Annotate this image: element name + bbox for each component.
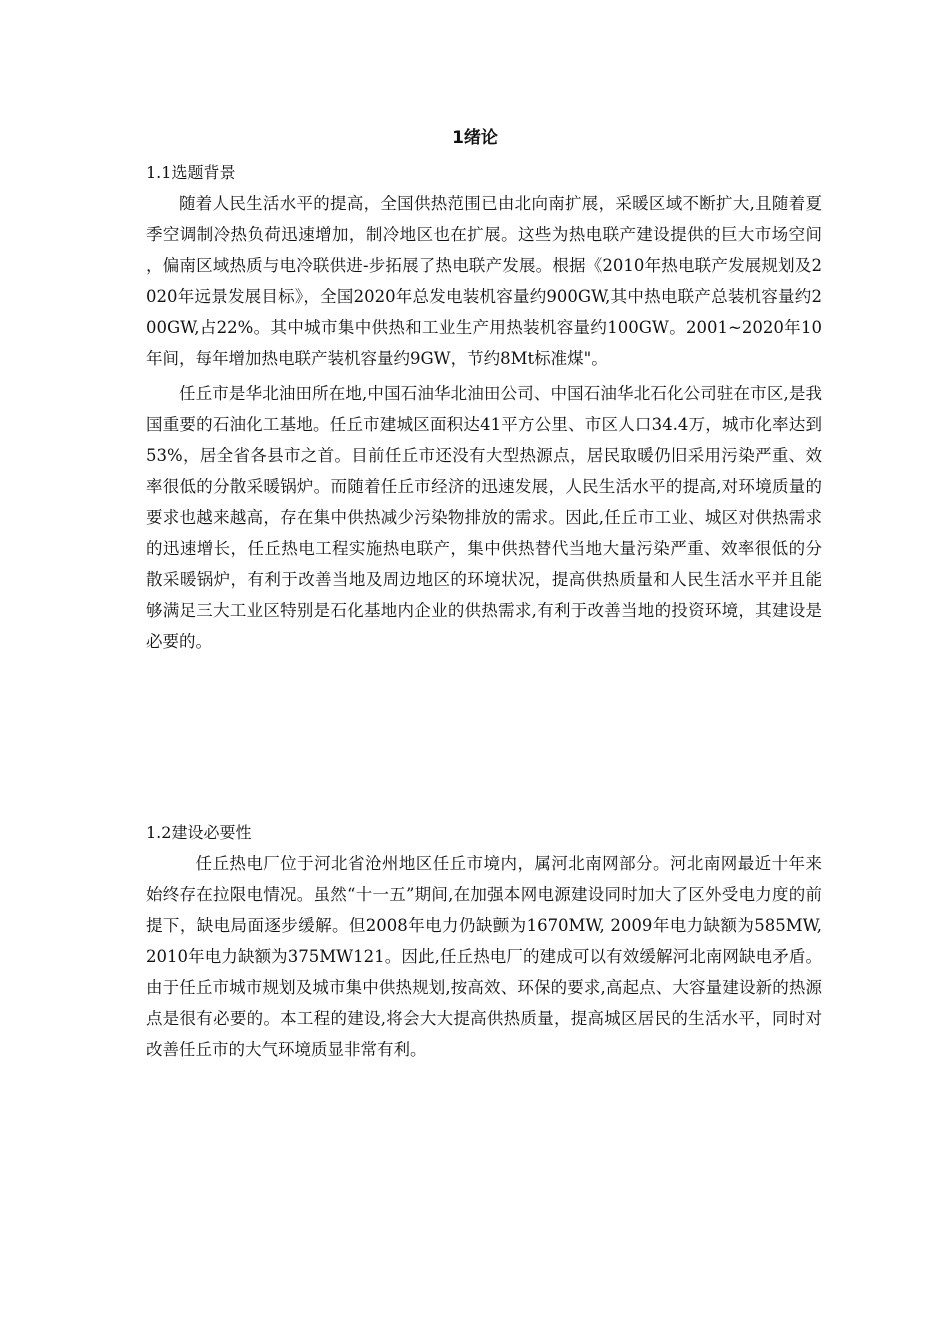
- paragraph-background-1: 随着人民生活水平的提高，全国供热范围已由北向南扩展，采暖区域不断扩大,且随着夏季空调制冷热负荷迅速增加，制冷地区也在扩展。这些为热电联产建设提供的巨大市场空间，偏南区域热质与电冷联供进-步拓展了热电联产发展。根据《2010年热电联产发展规划及2020年远景发展目标》，全国2020年总发电装机容量约900GW,其中热电联产总装机容量约200GW,占22%。其中城市集中供热和工业生产用热装机容量约100GW。2001~2020年10年间，每年增加热电联产装机容量约9GW，节约8Mt标准煤"。: [146, 194, 822, 368]
- paragraph-necessity-1: 任丘热电厂位于河北省沧州地区任丘市境内，属河北南网部分。河北南网最近十年来始终存在拉限电情况。虽然“十一五”期间,在加强本网电源建设同时加大了区外受电力度的前提下，缺电局面逐步缓解。但2008年电力仍缺颤为1670MW, 2009年电力缺额为585MW, 2010年电力缺额为375MW121。因此,任丘热电厂的建成可以有效缓解河北南网缺电矛盾。由于任丘市城市规划及城市集中供热规划,按高效、环保的要求,高起点、大容量建设新的热源点是很有必要的。本工程的建设,将会大大提高供热质量，提高城区居民的生活水平，同时对改善任丘市的大气环境质显非常有利。: [146, 854, 822, 1059]
- section-heading-1-1: 1.1选题背景: [146, 163, 236, 182]
- paragraph-background-2: 任丘市是华北油田所在地,中国石油华北油田公司、中国石油华北石化公司驻在市区,是我国重要的石油化工基地。任丘市建城区面积达41平方公里、市区人口34.4万，城市化率达到53%，居全省各县市之首。目前任丘市还没有大型热源点，居民取暖仍旧采用污染严重、效率很低的分散采暖锅炉。而随着任丘市经济的迅速发展，人民生活水平的提高,对环境质量的要求也越来越高，存在集中供热减少污染物排放的需求。因此,任丘市工业、城区对供热需求的迅速增长，任丘热电工程实施热电联产，集中供热替代当地大量污染严重、效率很低的分散采暖锅炉，有利于改善当地及周边地区的环境状况，提高供热质量和人民生活水平并且能够满足三大工业区特别是石化基地内企业的供热需求,有利于改善当地的投资环境，其建设是必要的。: [146, 384, 822, 651]
- chapter-title: 1绪论: [452, 128, 498, 148]
- section-1-1: [146, 157, 822, 657]
- section-1-2: [146, 817, 822, 1065]
- section-heading-1-2: 1.2建设必要性: [146, 823, 252, 842]
